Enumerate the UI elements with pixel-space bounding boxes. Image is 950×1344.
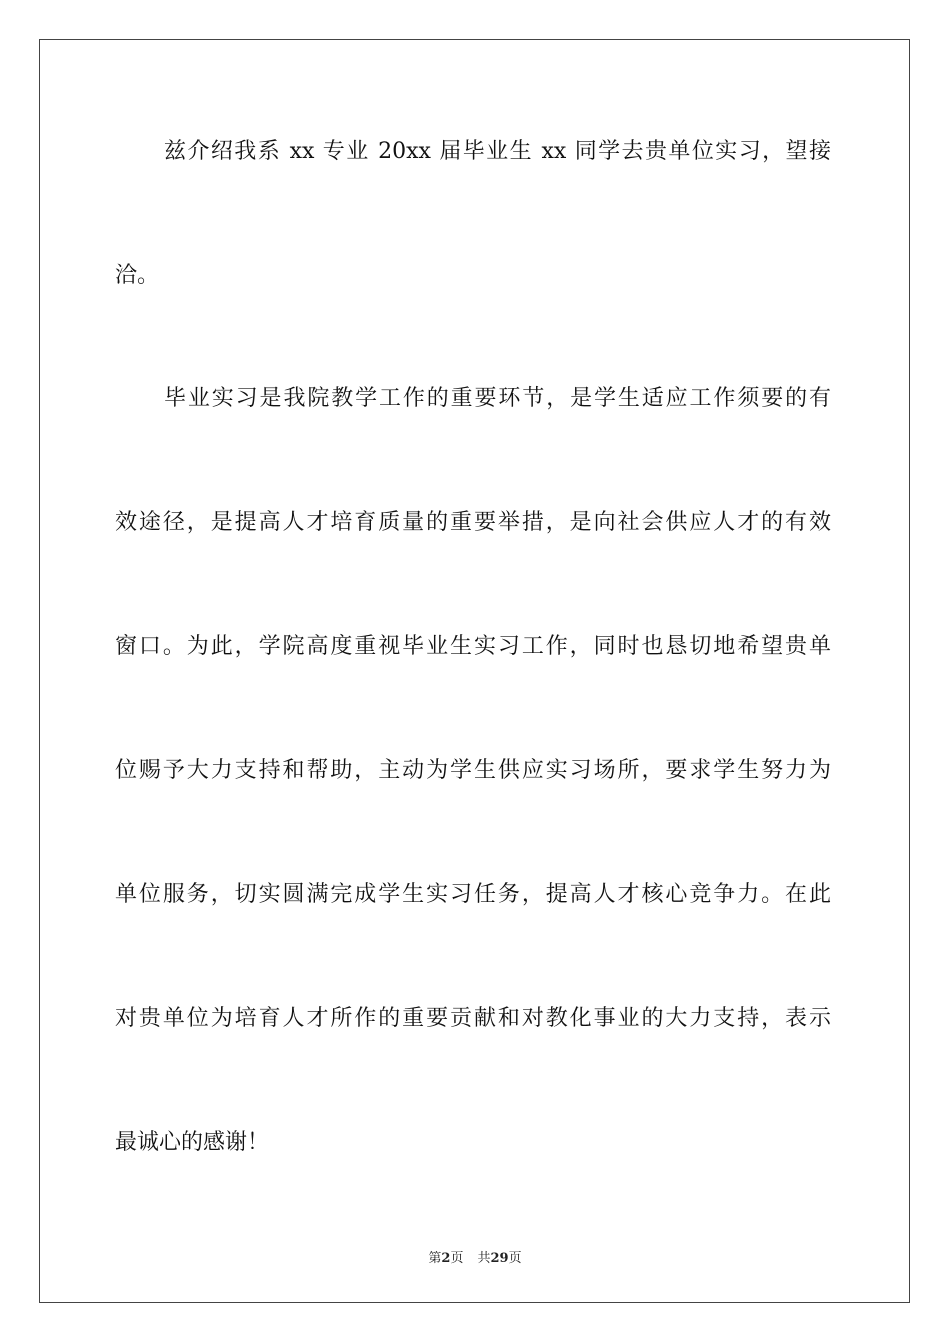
body-line-4: 效途径，是提高人才培育质量的重要举措，是向社会供应人才的有效 bbox=[115, 510, 831, 535]
page-border bbox=[39, 39, 910, 1303]
page-prefix: 第 bbox=[428, 1251, 442, 1266]
page-total: 29 bbox=[490, 1251, 509, 1266]
body-line-9: 最诚心的感谢！ bbox=[115, 1130, 270, 1155]
body-line-1: 兹介绍我系 xx 专业 20xx 届毕业生 xx 同学去贵单位实习，望接 bbox=[164, 139, 831, 164]
total-suffix: 页 bbox=[508, 1251, 522, 1266]
page-suffix: 页 bbox=[450, 1251, 464, 1266]
body-line-8: 对贵单位为培育人才所作的重要贡献和对教化事业的大力支持，表示 bbox=[115, 1006, 831, 1031]
page-current: 2 bbox=[441, 1251, 451, 1266]
page-footer bbox=[0, 1247, 950, 1266]
body-line-5: 窗口。为此，学院高度重视毕业生实习工作，同时也恳切地希望贵单 bbox=[115, 634, 831, 659]
total-prefix: 共 bbox=[477, 1251, 491, 1266]
body-line-2: 洽。 bbox=[115, 263, 160, 288]
body-line-7: 单位服务，切实圆满完成学生实习任务，提高人才核心竞争力。在此 bbox=[115, 882, 831, 907]
body-line-3: 毕业实习是我院教学工作的重要环节，是学生适应工作须要的有 bbox=[164, 386, 831, 411]
body-line-6: 位赐予大力支持和帮助，主动为学生供应实习场所，要求学生努力为 bbox=[115, 758, 831, 783]
